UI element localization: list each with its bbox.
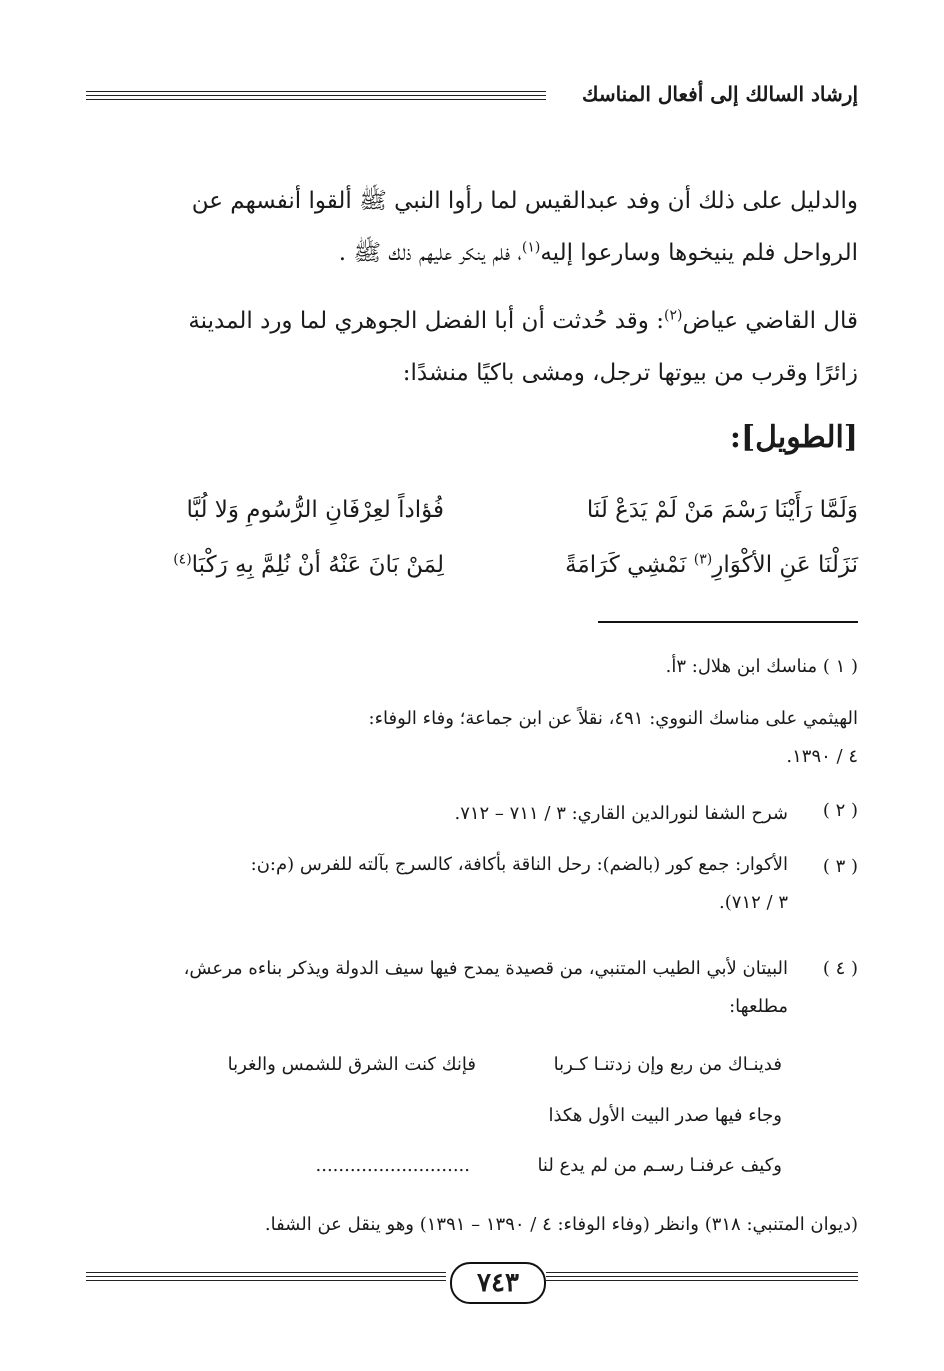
- footnote-1-number: ( ١ ): [822, 656, 858, 677]
- verse-2-second-hemistich: [173, 552, 444, 578]
- footnote-4-source: (ديوان المتنبي: ٣١٨) وانظر (وفاء الوفاء: ٤ / ١٣٩٠ – ١٣٩١) وهو ينقل عن الشفا.: [264, 1214, 858, 1235]
- footnote-1-continued-line-2: ٤ / ١٣٩٠.: [786, 746, 858, 767]
- text-run: نَمْشِي كَرَامَةً: [565, 552, 694, 578]
- footnote-3-text: [86, 846, 788, 922]
- text-run: : وقد حُدثت أن أبا الفضل الجوهري لما ورد المدينة: [188, 308, 664, 334]
- footnote-4-number: ( ٤ ): [822, 958, 858, 979]
- verse-1-first-hemistich: وَلَمَّا رَأَيْنَا رَسْمَ مَنْ لَمْ يَدَعْ لَنَا: [586, 497, 858, 523]
- header-rule: [86, 91, 546, 100]
- footnote-4-note: وجاء فيها صدر البيت الأول هكذا: [548, 1105, 782, 1126]
- footnote-4-verse-2-first: وكيف عرفنـا رسـم من لم يدع لنا: [537, 1155, 782, 1176]
- paragraph-2: [86, 295, 858, 399]
- footer-rule-left: [86, 1272, 446, 1281]
- text-run: قال القاضي عياض: [682, 308, 858, 334]
- text-run: نَزَلْنَا عَنِ الأكْوَارِ: [712, 552, 858, 578]
- paragraph-1-line-1: والدليل على ذلك أن وفد عبدالقيس لما رأوا النبي ﷺ ألقوا أنفسهم عن: [191, 188, 858, 214]
- footnote-ref-3: (٣): [693, 551, 713, 568]
- page-number: ٧٤٣: [450, 1262, 546, 1304]
- footer-rule-right: [546, 1272, 858, 1281]
- text-run: ، فلم ينكر عليهم ذلك ﷺ .: [338, 240, 522, 266]
- footnote-2-number: ( ٢ ): [822, 800, 858, 821]
- footnote-ref-1: (١): [521, 239, 541, 256]
- paragraph-1-line-2: [86, 227, 858, 279]
- footnote-ref-2: (٢): [663, 307, 683, 324]
- footnote-2-text: شرح الشفا لنورالدين القاري: ٣ / ٧١١ – ٧١٢.: [454, 803, 788, 824]
- footnote-4-verse-1-second: فإنك كنت الشرق للشمس والغربا: [227, 1054, 476, 1075]
- footnote-1-text: مناسك ابن هلال: ٣أ.: [665, 656, 818, 677]
- paragraph-1: [86, 175, 858, 279]
- footnote-3-line-1: الأكوار: جمع كور (بالضم): رحل الناقة بأكافة، كالسرج بآلته للفرس (م:ن:: [250, 854, 788, 875]
- footnote-4-verse-2-second: ...........................: [315, 1155, 470, 1176]
- footnote-4-text: [86, 950, 788, 1026]
- footnote-1-continued: [122, 700, 858, 776]
- verse-1-second-hemistich: فُؤاداً لعِرْفَانِ الرُّسُومِ وَلا لُبَّا: [186, 497, 444, 523]
- footnote-1-continued-line-1: الهيثمي على مناسك النووي: ٤٩١، نقلاً عن ابن جماعة؛ وفاء الوفاء:: [368, 708, 858, 729]
- footnote-ref-4: (٤): [173, 551, 192, 568]
- verse-2-first-hemistich: [565, 552, 858, 578]
- footnote-3-number: ( ٣ ): [822, 856, 858, 877]
- footnote-1: [122, 648, 858, 686]
- text-run: لِمَنْ بَانَ عَنْهُ أنْ نُلِمَّ بِهِ رَكْبَا: [191, 552, 444, 578]
- footnote-4-verse-1-first: فدينـاك من ربع وإن زدتنـا كـربا: [553, 1054, 782, 1075]
- meter-heading: [الطويل]:: [729, 420, 858, 455]
- footnote-3-line-2: ٣ / ٧١٢).: [719, 892, 788, 913]
- paragraph-2-line-2: زائرًا وقرب من بيوتها ترجل، ومشى باكيًا منشدًا:: [402, 360, 858, 386]
- running-header-title: إرشاد السالك إلى أفعال المناسك: [581, 82, 858, 106]
- footnote-4-line-2: مطلعها:: [729, 996, 788, 1017]
- footnote-4-line-1: البيتان لأبي الطيب المتنبي، من قصيدة يمدح فيها سيف الدولة ويذكر بناءه مرعش،: [183, 958, 788, 979]
- paragraph-2-line-1: [86, 295, 858, 347]
- footnote-separator: [598, 621, 858, 623]
- text-run: الرواحل فلم ينيخوها وسارعوا إليه: [540, 240, 858, 266]
